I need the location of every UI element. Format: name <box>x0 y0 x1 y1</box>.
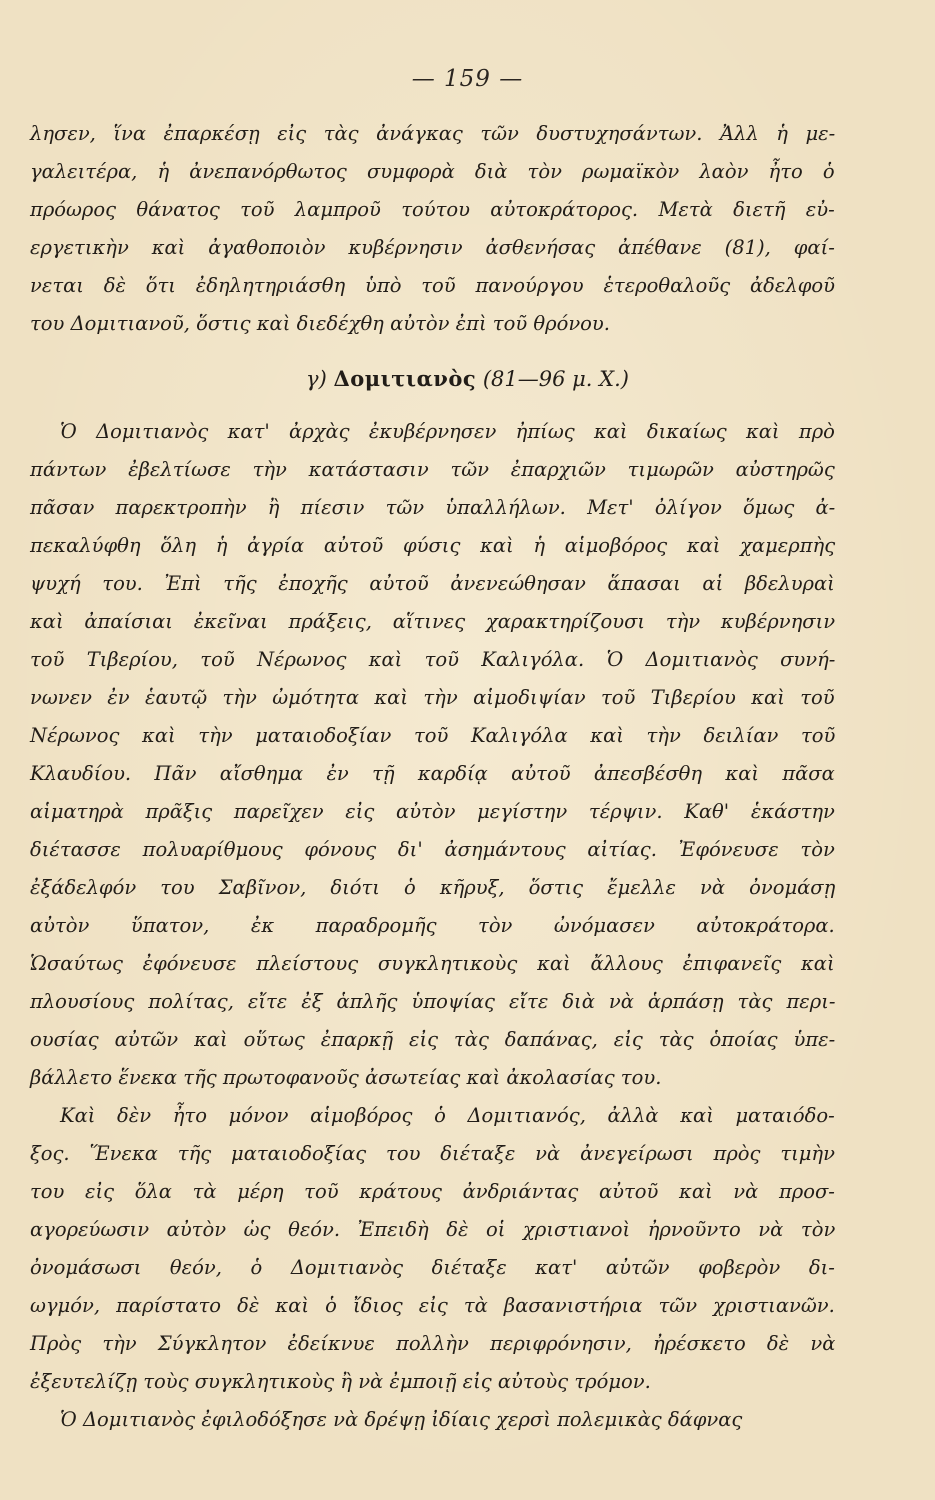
text-line: βάλλετο ἕνεκα τῆς πρωτοφανοῦς ἀσωτείας καὶ ἀκολασίας του. <box>30 1066 662 1089</box>
text-line: ὀνομάσωσι θεόν, ὁ Δομιτιανὸς διέταξε κατ' αὐτῶν φοβερὸν δι- <box>30 1256 835 1279</box>
heading-dates: (81—96 μ. Χ.) <box>482 367 629 391</box>
text-line: ξος. Ἕνεκα τῆς ματαιοδοξίας του διέταξε νὰ ἀνεγείρωσι πρὸς τιμὴν <box>30 1142 835 1165</box>
text-line: νεται δὲ ὅτι ἐδηλητηριάσθη ὑπὸ τοῦ πανούργου ἑτεροθαλοῦς ἀδελφοῦ <box>30 274 835 297</box>
text-line: πρόωρος θάνατος τοῦ λαμπροῦ τούτου αὐτοκράτορος. Μετὰ διετῆ εὐ- <box>30 198 835 221</box>
text-line: Κλαυδίου. Πᾶν αἴσθημα ἐν τῇ καρδίᾳ αὐτοῦ ἀπεσβέσθη καὶ πᾶσα <box>30 762 835 785</box>
text-line: γαλειτέρα, ἡ ἀνεπανόρθωτος συμφορὰ διὰ τὸν ρωμαϊκὸν λαὸν ἦτο ὁ <box>30 160 835 183</box>
text-line: ἐξευτελίζῃ τοὺς συγκλητικοὺς ἢ νὰ ἐμποιῇ εἰς αὐτοὺς τρόμον. <box>30 1370 651 1393</box>
text-line: Ὁ Δομιτιανὸς ἐφιλοδόξησε νὰ δρέψῃ ἰδίαις χερσὶ πολεμικὰς δάφνας <box>60 1408 743 1431</box>
text-line: αἱματηρὰ πρᾶξις παρεῖχεν εἰς αὐτὸν μεγίστην τέρψιν. Καθ' ἑκάστην <box>30 800 835 823</box>
text-line: τοῦ Τιβερίου, τοῦ Νέρωνος καὶ τοῦ Καλιγόλα. Ὁ Δομιτιανὸς συνή- <box>30 648 836 671</box>
text-line: νωνεν ἐν ἑαυτῷ τὴν ὠμότητα καὶ τὴν αἱμοδιψίαν τοῦ Τιβερίου καὶ τοῦ <box>30 686 835 709</box>
text-line: ουσίας αὐτῶν καὶ οὕτως ἐπαρκῇ εἰς τὰς δαπάνας, εἰς τὰς ὁποίας ὑπε- <box>30 1028 836 1051</box>
text-line: πεκαλύφθη ὅλη ἡ ἀγρία αὐτοῦ φύσις καὶ ἡ αἱμοβόρος καὶ χαμερπὴς <box>30 534 836 557</box>
text-line: καὶ ἀπαίσιαι ἐκεῖναι πράξεις, αἵτινες χαρακτηρίζουσι τὴν κυβέρνησιν <box>30 610 836 633</box>
text-line: Νέρωνος καὶ τὴν ματαιοδοξίαν τοῦ Καλιγόλα καὶ τὴν δειλίαν τοῦ <box>30 724 836 747</box>
heading-number: γ) <box>306 367 327 391</box>
text-line: ωγμόν, παρίστατο δὲ καὶ ὁ ἴδιος εἰς τὰ βασανιστήρια τῶν χριστιανῶν. <box>30 1294 835 1317</box>
text-line: του Δομιτιανοῦ, ὅστις καὶ διεδέχθη αὐτὸν ἐπὶ τοῦ θρόνου. <box>30 312 610 335</box>
text-line: Ὁ Δομιτιανὸς κατ' ἀρχὰς ἐκυβέρνησεν ἠπίως καὶ δικαίως καὶ πρὸ <box>60 420 835 443</box>
text-line: πάντων ἐβελτίωσε τὴν κατάστασιν τῶν ἐπαρχιῶν τιμωρῶν αὐστηρῶς <box>30 458 835 481</box>
text-line: Πρὸς τὴν Σύγκλητον ἐδείκνυε πολλὴν περιφρόνησιν, ἠρέσκετο δὲ νὰ <box>30 1332 836 1355</box>
text-line: Καὶ δὲν ἦτο μόνον αἱμοβόρος ὁ Δομιτιανός, ἀλλὰ καὶ ματαιόδο- <box>60 1104 835 1127</box>
text-line: του εἰς ὅλα τὰ μέρη τοῦ κράτους ἀνδριάντας αὐτοῦ καὶ νὰ προσ- <box>30 1180 835 1203</box>
text-line: λησεν, ἵνα ἐπαρκέσῃ εἰς τὰς ἀνάγκας τῶν δυστυχησάντων. Ἀλλ ἡ με- <box>30 122 836 145</box>
text-line: Ὡσαύτως ἐφόνευσε πλείστους συγκλητικοὺς καὶ ἄλλους ἐπιφανεῖς καὶ <box>30 952 835 975</box>
text-line: αὐτὸν ὕπατον, ἐκ παραδρομῆς τὸν ὠνόμασεν αὐτοκράτορα. <box>30 914 835 937</box>
text-line: διέτασσε πολυαρίθμους φόνους δι' ἀσημάντους αἰτίας. Ἐφόνευσε τὸν <box>30 838 835 861</box>
text-line: πᾶσαν παρεκτροπὴν ἢ πίεσιν τῶν ὑπαλλήλων. Μετ' ὀλίγον ὅμως ἀ- <box>30 496 836 519</box>
text-line: πλουσίους πολίτας, εἴτε ἐξ ἁπλῆς ὑποψίας εἴτε διὰ νὰ ἁρπάσῃ τὰς περι- <box>30 990 836 1013</box>
text-line: ψυχή του. Ἐπὶ τῆς ἐποχῆς αὐτοῦ ἀνενεώθησαν ἅπασαι αἱ βδελυραὶ <box>30 572 835 595</box>
text-line: εργετικὴν καὶ ἀγαθοποιὸν κυβέρνησιν ἀσθενήσας ἀπέθανε (81), φαί- <box>30 236 835 259</box>
heading-name: Δομιτιανὸς <box>333 366 477 391</box>
text-line: αγορεύωσιν αὐτὸν ὡς θεόν. Ἐπειδὴ δὲ οἱ χριστιανοὶ ἠρνοῦντο νὰ τὸν <box>30 1218 836 1241</box>
text-line: ἐξάδελφόν του Σαβῖνον, διότι ὁ κῆρυξ, ὅστις ἔμελλε νὰ ὀνομάσῃ <box>30 876 836 899</box>
page-number: — 159 — <box>411 66 524 92</box>
section-heading <box>0 366 935 391</box>
